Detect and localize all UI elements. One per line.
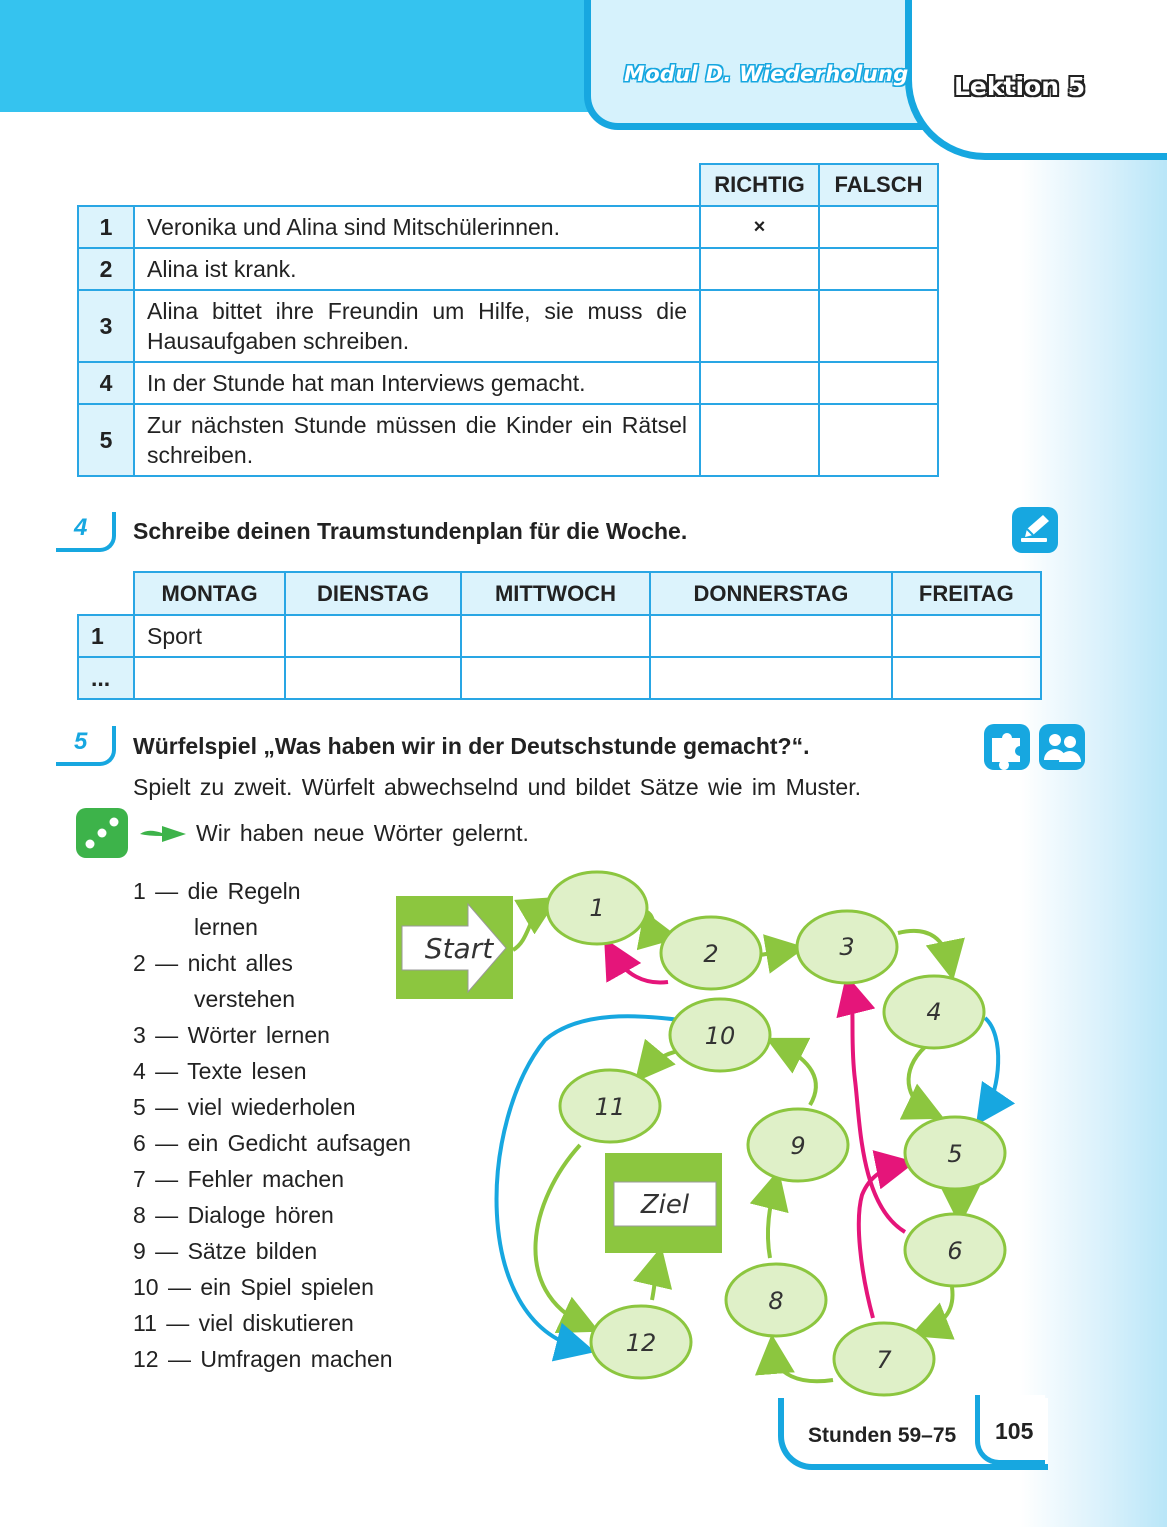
task-number-label: 4	[74, 514, 88, 541]
richtig-header: RICHTIG	[700, 164, 819, 206]
plan-cell[interactable]: Sport	[134, 615, 285, 657]
legend-item: 1 — die Regeln	[133, 878, 301, 904]
task-5-instruction: Spielt zu zweit. Würfelt abwechselnd und bildet Sätze wie im Muster.	[133, 774, 861, 800]
row-number: 4	[78, 362, 134, 404]
legend-item: 7 — Fehler machen	[133, 1166, 344, 1192]
day-header: DONNERSTAG	[650, 572, 892, 615]
field-label: 8	[768, 1287, 784, 1315]
day-header: FREITAG	[892, 572, 1041, 615]
legend-item: 6 — ein Gedicht aufsagen	[133, 1130, 411, 1156]
example-sentence: Wir haben neue Wörter gelernt.	[196, 820, 529, 846]
day-header: MONTAG	[134, 572, 285, 615]
legend-item: 5 — viel wiederholen	[133, 1094, 356, 1120]
row-number: 5	[78, 404, 134, 476]
day-header: DIENSTAG	[285, 572, 461, 615]
row-number: 1	[78, 615, 134, 657]
legend-item-continuation: verstehen	[194, 986, 296, 1012]
legend-item: 10 — ein Spiel spielen	[133, 1274, 374, 1300]
row-number: 2	[78, 248, 134, 290]
task-5-title: Würfelspiel „Was haben wir in der Deutschstunde gemacht?“.	[133, 733, 810, 759]
richtig-cell[interactable]: ×	[700, 206, 819, 248]
row-number: ...	[78, 657, 134, 699]
lektion-title: Lektion 5	[954, 72, 1086, 101]
task-number-label: 5	[74, 728, 88, 755]
field-label: 5	[947, 1140, 963, 1168]
task-4-title: Schreibe deinen Traumstundenplan für die Woche.	[133, 518, 688, 544]
field-label: 2	[703, 940, 719, 968]
legend-item: 11 — viel diskutieren	[133, 1310, 354, 1336]
field-label: 6	[947, 1237, 963, 1265]
field-label: 4	[926, 998, 942, 1026]
falsch-header: FALSCH	[819, 164, 938, 206]
day-header: MITTWOCH	[461, 572, 650, 615]
statement-text: Veronika und Alina sind Mitschülerinnen.	[134, 206, 700, 248]
start-label: Start	[424, 932, 494, 965]
legend-item-continuation: lernen	[194, 914, 258, 940]
legend-item: 9 — Sätze bilden	[133, 1238, 318, 1264]
footer-stunden: Stunden 59–75	[808, 1424, 957, 1447]
row-number: 1	[78, 206, 134, 248]
modul-title: Modul D. Wiederholung	[624, 62, 909, 86]
field-label: 11	[594, 1093, 626, 1121]
row-number: 3	[78, 290, 134, 362]
field-label: 10	[704, 1022, 736, 1050]
legend-item: 3 — Wörter lernen	[133, 1022, 330, 1048]
legend-item: 2 — nicht alles	[133, 950, 293, 976]
field-label: 3	[839, 933, 855, 961]
page-number: 105	[995, 1418, 1034, 1444]
ziel-label: Ziel	[640, 1190, 690, 1220]
field-label: 9	[790, 1132, 806, 1160]
statement-text: In der Stunde hat man Interviews gemacht.	[134, 362, 700, 404]
statement-text: Alina bittet ihre Freundin um Hilfe, sie muss die Hausaufgaben schreiben.	[134, 290, 700, 362]
field-label: 12	[625, 1329, 657, 1357]
statement-text: Alina ist krank.	[134, 248, 700, 290]
field-label: 1	[589, 894, 605, 922]
legend-item: 8 — Dialoge hören	[133, 1202, 334, 1228]
field-label: 7	[876, 1346, 892, 1374]
statement-text: Zur nächsten Stunde müssen die Kinder ein Rätsel schreiben.	[134, 404, 700, 476]
legend-item: 4 — Texte lesen	[133, 1058, 307, 1084]
legend-item: 12 — Umfragen machen	[133, 1346, 393, 1372]
